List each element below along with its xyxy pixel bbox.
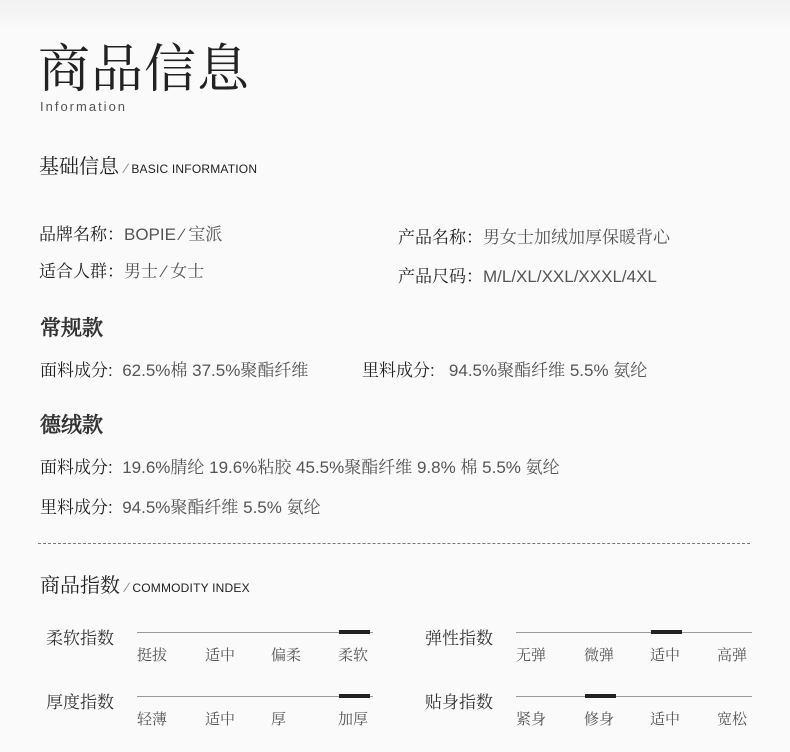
basic-info-heading-en: BASIC INFORMATION — [131, 162, 258, 176]
product-name-value: 男女士加绒加厚保暖背心 — [483, 228, 670, 247]
scale-level: 微弹 — [584, 647, 615, 664]
scale-level: 轻薄 — [137, 711, 168, 728]
commodity-index-heading — [40, 569, 250, 598]
scale-level: 挺拔 — [137, 647, 168, 664]
size-value: M/L/XL/XXL/XXXL/4XL — [483, 267, 657, 286]
section-divider — [38, 543, 750, 544]
softness-scale — [137, 620, 373, 664]
velvet-heading: 德绒款 — [40, 414, 103, 437]
regular-lining-row — [362, 356, 647, 381]
audience-row — [39, 257, 204, 282]
regular-heading: 常规款 — [40, 317, 103, 340]
fit-scale — [516, 684, 752, 728]
scale-level: 无弹 — [516, 647, 547, 664]
audience-label: 适合人群： — [39, 262, 124, 281]
velvet-outer-row — [40, 453, 560, 478]
regular-outer-value: 62.5%棉 37.5%聚酯纤维 — [122, 361, 309, 380]
heading-slash: ⁄ — [125, 160, 128, 176]
brand-value: BOPIE ⁄ 宝派 — [124, 225, 223, 244]
scale-level: 柔软 — [338, 647, 369, 664]
regular-lining-value: 94.5%聚酯纤维 5.5% 氨纶 — [448, 361, 648, 380]
velvet-outer-label: 面料成分: — [40, 458, 113, 477]
scale-selected-marker — [339, 630, 370, 634]
page-title: 商品信息 — [38, 41, 251, 99]
commodity-index-heading-en: COMMODITY INDEX — [132, 581, 250, 595]
scale-track — [137, 696, 373, 697]
scale-selected-marker — [651, 630, 682, 634]
fit-index-label: 贴身指数 — [425, 693, 493, 712]
commodity-index-heading-cn: 商品指数 — [40, 575, 120, 597]
scale-level: 适中 — [205, 711, 236, 728]
scale-level: 适中 — [205, 647, 236, 664]
scale-level: 加厚 — [338, 711, 369, 728]
velvet-lining-row — [40, 493, 321, 518]
scale-track — [516, 696, 752, 697]
softness-index-label: 柔软指数 — [46, 629, 114, 648]
velvet-lining-value: 94.5%聚酯纤维 5.5% 氨纶 — [122, 498, 321, 517]
scale-track — [516, 632, 752, 633]
scale-level: 紧身 — [516, 711, 547, 728]
scale-level: 偏柔 — [271, 647, 302, 664]
elasticity-scale — [516, 620, 752, 664]
basic-info-heading — [39, 150, 257, 179]
scale-level: 宽松 — [717, 711, 748, 728]
scale-selected-marker — [585, 694, 616, 698]
scale-track — [137, 632, 373, 633]
scale-level: 厚 — [271, 711, 287, 728]
thickness-scale — [137, 684, 373, 728]
scale-level: 修身 — [584, 711, 615, 728]
heading-slash: ⁄ — [126, 579, 129, 595]
brand-label: 品牌名称： — [39, 225, 124, 244]
size-label: 产品尺码： — [398, 267, 483, 286]
scale-level: 适中 — [650, 647, 681, 664]
regular-lining-label: 里料成分: — [362, 361, 435, 380]
velvet-lining-label: 里料成分: — [40, 498, 113, 517]
regular-outer-label: 面料成分: — [40, 361, 113, 380]
scale-selected-marker — [339, 694, 370, 698]
size-row — [398, 262, 657, 287]
audience-value: 男士 ⁄ 女士 — [124, 262, 205, 281]
product-name-row — [398, 223, 670, 248]
basic-info-heading-cn: 基础信息 — [39, 156, 119, 178]
scale-level: 高弹 — [717, 647, 748, 664]
brand-row — [39, 220, 222, 245]
velvet-outer-value: 19.6%腈纶 19.6%粘胶 45.5%聚酯纤维 9.8% 棉 5.5% 氨纶 — [122, 458, 560, 477]
page-subtitle: Information — [40, 99, 128, 114]
product-name-label: 产品名称： — [398, 228, 483, 247]
scale-level: 适中 — [650, 711, 681, 728]
regular-outer-row — [40, 356, 308, 381]
elasticity-index-label: 弹性指数 — [425, 629, 493, 648]
thickness-index-label: 厚度指数 — [46, 693, 114, 712]
